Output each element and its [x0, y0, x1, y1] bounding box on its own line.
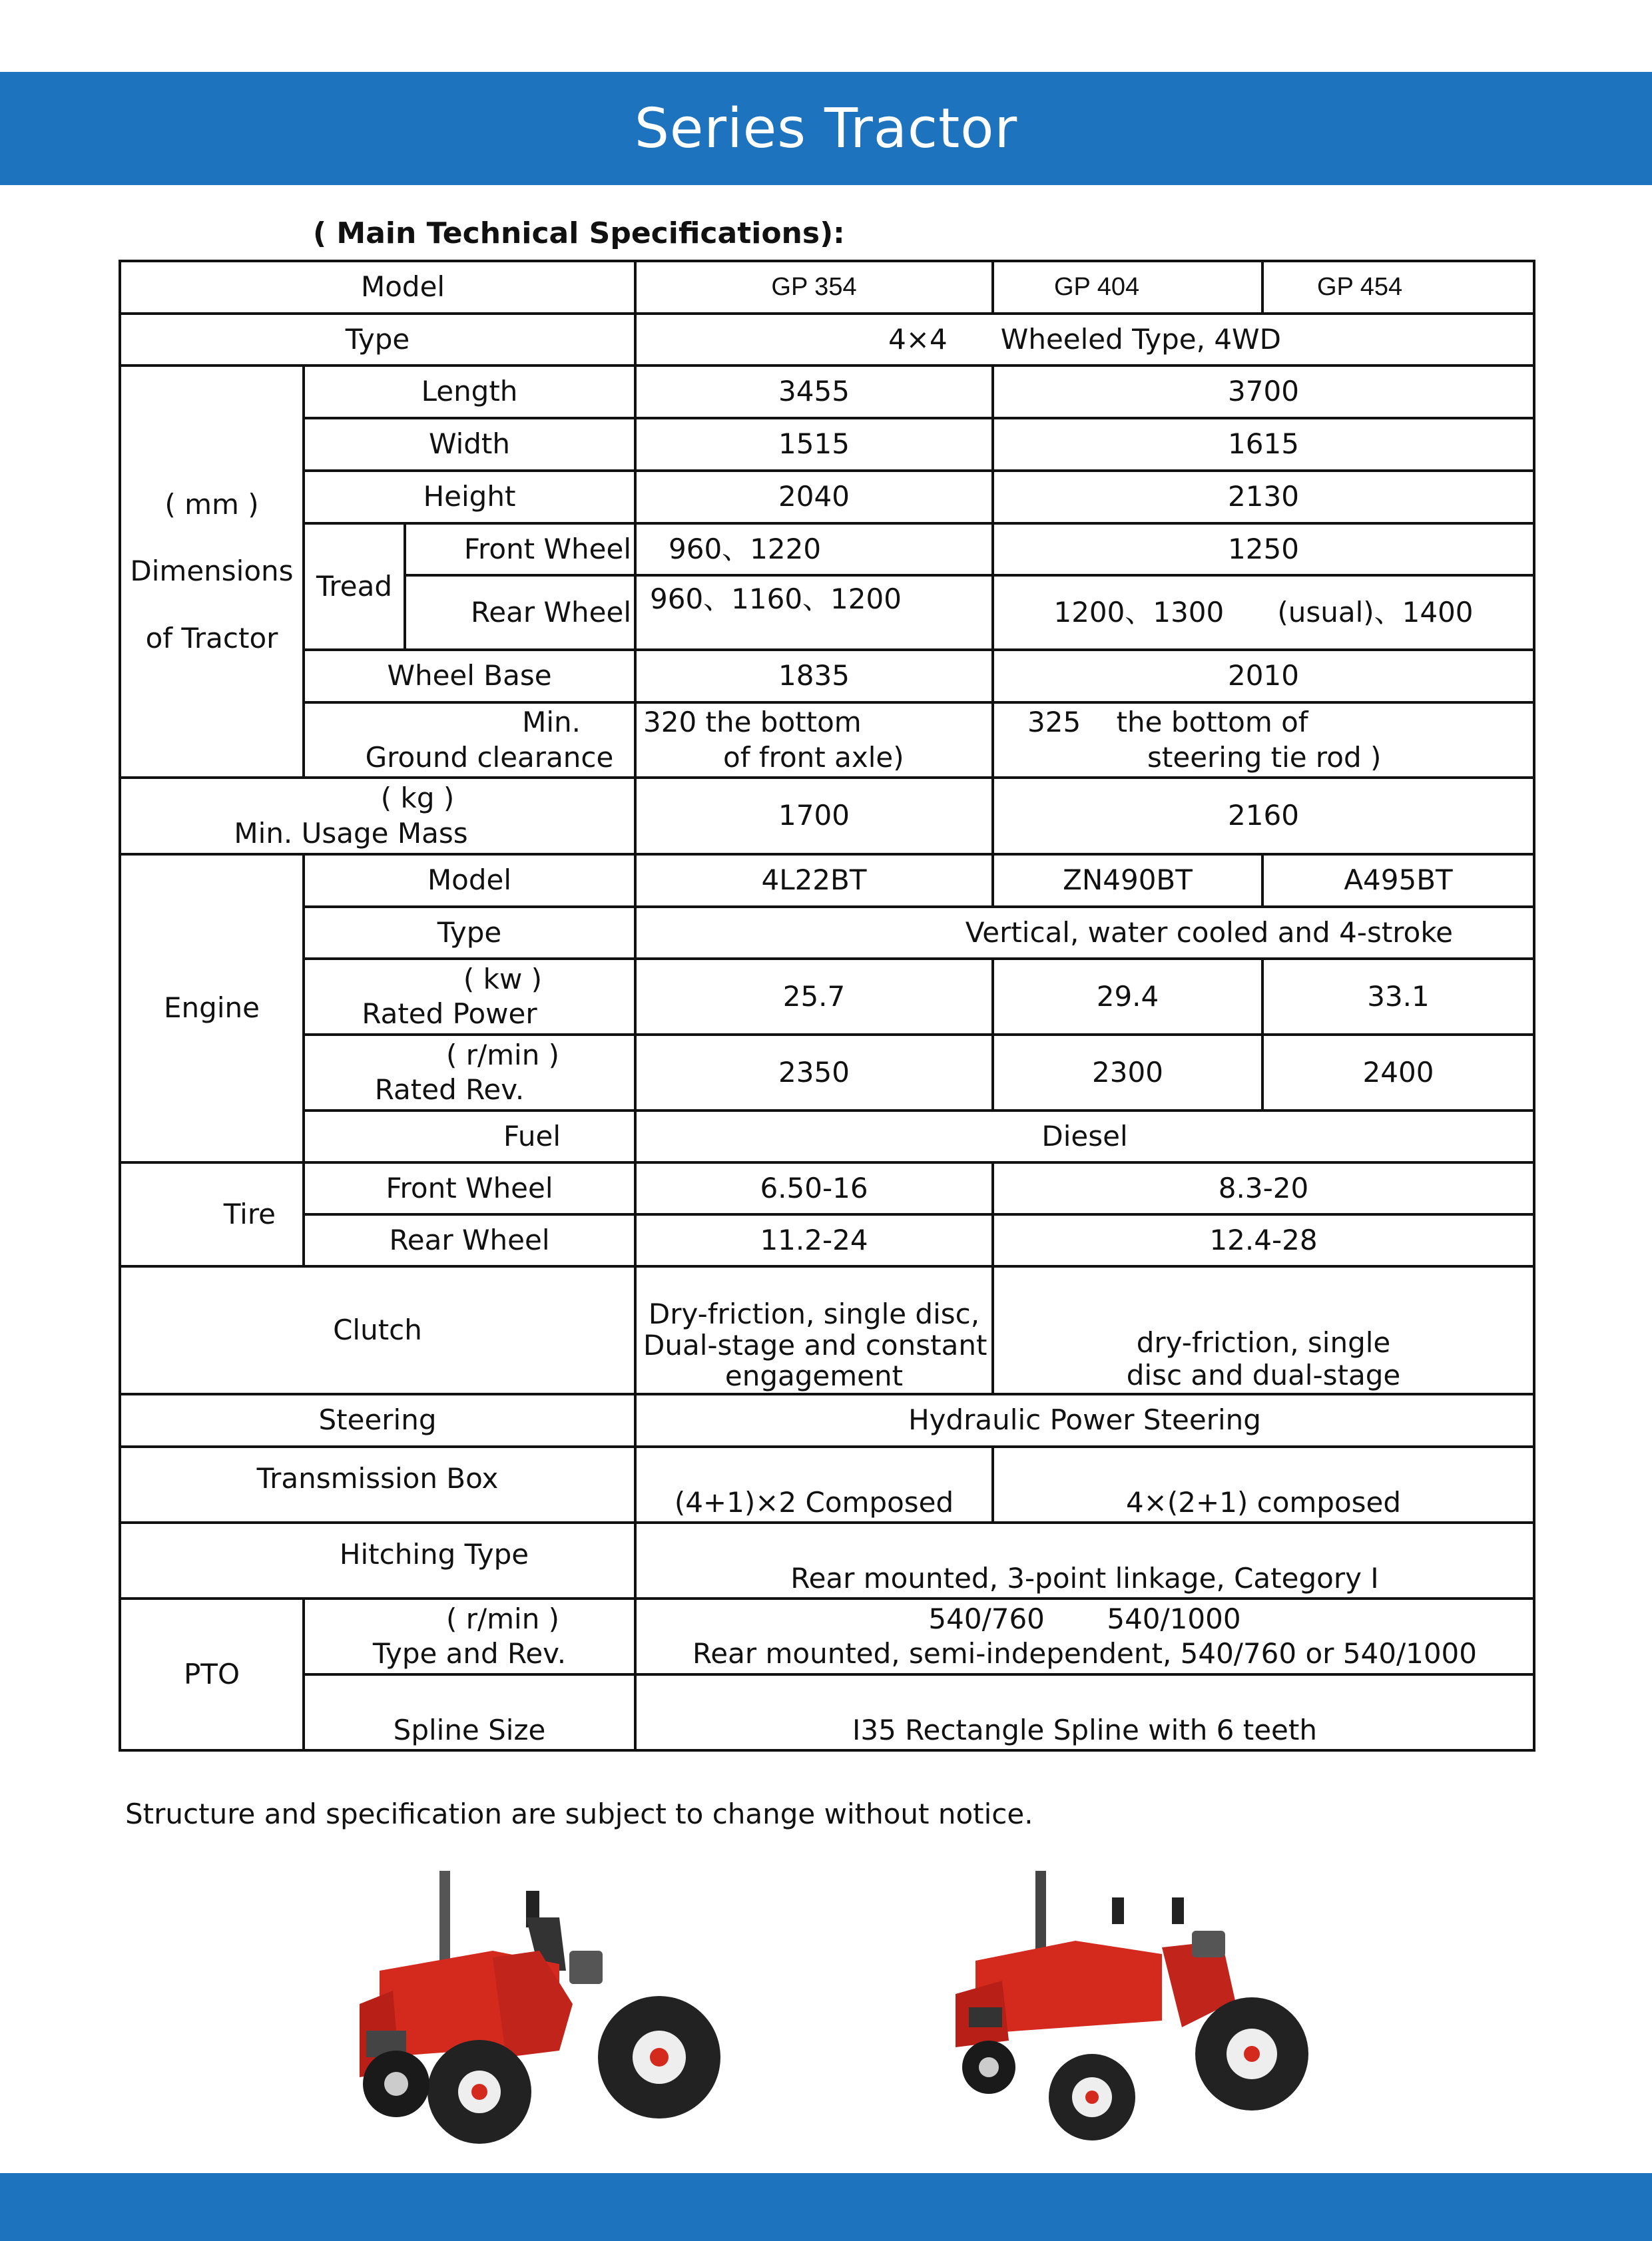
tire-rear-v1: 11.2-24: [635, 1214, 993, 1266]
table-row: [120, 1111, 1534, 1162]
pto-rev-value: [635, 1599, 1534, 1674]
pto-rev-label: [304, 1599, 635, 1674]
table-row: [120, 907, 1534, 959]
tire-group-label: Tire: [120, 1162, 304, 1266]
spec-subtitle: ( Main Technical Specifications):: [313, 216, 845, 250]
mass-text: Min. Usage Mass: [234, 816, 468, 850]
clutch-v2-line1: dry-friction, single: [1136, 1326, 1391, 1360]
clutch-v2: [993, 1266, 1534, 1394]
front-wheel-v2: 1250: [993, 523, 1534, 575]
mass-unit: ( kg ): [380, 782, 455, 814]
transmission-label: Transmission Box: [120, 1447, 635, 1523]
clutch-v1-line3: engagement: [724, 1359, 904, 1392]
ground-clearance-v2-line1: 325 the bottom of: [1027, 706, 1308, 738]
table-row: [120, 366, 1534, 418]
wheel-base-v1: 1835: [635, 650, 993, 702]
table-row: [120, 1674, 1534, 1750]
pto-rev-text-value: Rear mounted, semi-independent, 540/760 or 540/1000: [692, 1637, 1477, 1670]
rear-wheel-label: Rear Wheel: [405, 575, 635, 650]
tread-label: Tread: [304, 523, 405, 650]
pto-rev-top: 540/760 540/1000: [928, 1602, 1241, 1635]
wheel-base-label: Wheel Base: [304, 650, 635, 702]
dimensions-group-label: [120, 366, 304, 778]
front-wheel-v1: 960、1220: [635, 523, 993, 575]
engine-model-v1: 4L22BT: [635, 854, 993, 907]
tractor-photo-4wd: [340, 1858, 732, 2157]
height-label: Height: [304, 471, 635, 523]
tire-front-v2: 8.3-20: [993, 1162, 1534, 1214]
ground-clearance-label: [304, 702, 635, 778]
ground-clearance-v1-line1: 320 the bottom: [643, 706, 862, 738]
table-row: [120, 1394, 1534, 1447]
header-banner: [0, 72, 1652, 185]
height-v1: 2040: [635, 471, 993, 523]
footer-banner: [0, 2173, 1652, 2241]
ground-clearance-v1-line2: of front axle): [723, 740, 904, 774]
table-row: [120, 1162, 1534, 1214]
disclaimer-note: Structure and specification are subject to change without notice.: [125, 1798, 1033, 1830]
wheel-base-v2: 2010: [993, 650, 1534, 702]
dimensions-unit: ( mm ): [164, 487, 259, 521]
model-gp404: GP 404: [993, 261, 1262, 314]
engine-model-v3: A495BT: [1262, 854, 1534, 907]
ground-clearance-unit: Min.: [522, 706, 581, 738]
rated-rev-text: Rated Rev.: [374, 1073, 525, 1106]
table-row: [120, 261, 1534, 314]
clutch-v1-line2: Dual-stage and constant: [643, 1328, 987, 1362]
table-row: [120, 523, 1534, 575]
front-wheel-label: Front Wheel: [405, 523, 635, 575]
hitching-label: Hitching Type: [120, 1523, 635, 1599]
length-label: Length: [304, 366, 635, 418]
table-row: [120, 1523, 1534, 1599]
steering-value: Hydraulic Power Steering: [635, 1394, 1534, 1447]
table-row: [120, 1266, 1534, 1394]
table-row: [120, 959, 1534, 1035]
length-v2: 3700: [993, 366, 1534, 418]
mass-v2: 2160: [993, 778, 1534, 854]
table-row: [120, 650, 1534, 702]
dimensions-label: Dimensions: [130, 555, 294, 588]
spline-value: I35 Rectangle Spline with 6 teeth: [635, 1674, 1534, 1750]
model-gp454: GP 454: [1262, 261, 1534, 314]
table-row: [120, 418, 1534, 471]
hitching-value: Rear mounted, 3-point linkage, Category I: [635, 1523, 1534, 1599]
transmission-v1: (4+1)×2 Composed: [635, 1447, 993, 1523]
rear-wheel-v2: 1200、1300 (usual)、1400: [993, 575, 1534, 650]
table-row: [120, 314, 1534, 366]
spline-label: Spline Size: [304, 1674, 635, 1750]
tire-rear-v2: 12.4-28: [993, 1214, 1534, 1266]
height-v2: 2130: [993, 471, 1534, 523]
clutch-v2-line2: disc and dual-stage: [1126, 1358, 1401, 1391]
width-v2: 1615: [993, 418, 1534, 471]
table-row: [120, 1035, 1534, 1111]
steering-label: Steering: [120, 1394, 635, 1447]
rated-rev-v2: 2300: [993, 1035, 1262, 1111]
fuel-value: Diesel: [635, 1111, 1534, 1162]
spec-table: [119, 260, 1535, 1752]
rated-power-text: Rated Power: [362, 997, 537, 1030]
tire-front-v1: 6.50-16: [635, 1162, 993, 1214]
width-v1: 1515: [635, 418, 993, 471]
engine-group-label: Engine: [120, 854, 304, 1162]
rated-power-v1: 25.7: [635, 959, 993, 1035]
rated-rev-v1: 2350: [635, 1035, 993, 1111]
page-title: Series Tractor: [634, 97, 1018, 160]
pto-group-label: PTO: [120, 1599, 304, 1750]
fuel-label: Fuel: [304, 1111, 635, 1162]
table-row: [120, 1599, 1534, 1674]
clutch-label: Clutch: [120, 1266, 635, 1394]
width-label: Width: [304, 418, 635, 471]
length-v1: 3455: [635, 366, 993, 418]
clutch-v1: [635, 1266, 993, 1394]
rear-wheel-v1: 960、1160、1200: [635, 575, 993, 650]
rated-rev-label: [304, 1035, 635, 1111]
clutch-v1-line1: Dry-friction, single disc,: [648, 1298, 980, 1331]
dimensions-label-2: of Tractor: [145, 621, 278, 654]
table-row: [120, 778, 1534, 854]
rated-rev-v3: 2400: [1262, 1035, 1534, 1111]
rated-power-v3: 33.1: [1262, 959, 1534, 1035]
ground-clearance-v1: [635, 702, 993, 778]
ground-clearance-text: Ground clearance: [365, 740, 614, 774]
table-row: [120, 1447, 1534, 1523]
model-gp354: GP 354: [635, 261, 993, 314]
rated-power-label: [304, 959, 635, 1035]
model-label: Model: [120, 261, 635, 314]
rated-power-unit: ( kw ): [463, 962, 543, 995]
engine-model-label: Model: [304, 854, 635, 907]
type-label: Type: [120, 314, 635, 366]
table-row: [120, 854, 1534, 907]
table-row: [120, 702, 1534, 778]
tire-front-label: Front Wheel: [304, 1162, 635, 1214]
pto-rev-text: Type and Rev.: [372, 1637, 567, 1670]
rated-power-v2: 29.4: [993, 959, 1262, 1035]
tractor-photo-2wd: [942, 1868, 1322, 2154]
type-value: 4×4 Wheeled Type, 4WD: [635, 314, 1534, 366]
engine-type-value: Vertical, water cooled and 4-stroke: [635, 907, 1534, 959]
mass-v1: 1700: [635, 778, 993, 854]
table-row: [120, 1214, 1534, 1266]
pto-rev-unit: ( r/min ): [445, 1602, 560, 1635]
table-row: [120, 471, 1534, 523]
rated-rev-unit: ( r/min ): [445, 1038, 560, 1071]
transmission-v2: 4×(2+1) composed: [993, 1447, 1534, 1523]
engine-type-label: Type: [304, 907, 635, 959]
engine-model-v2: ZN490BT: [993, 854, 1262, 907]
tire-rear-label: Rear Wheel: [304, 1214, 635, 1266]
ground-clearance-v2-line2: steering tie rod ): [1147, 740, 1382, 774]
mass-label: [120, 778, 635, 854]
ground-clearance-v2: [993, 702, 1534, 778]
